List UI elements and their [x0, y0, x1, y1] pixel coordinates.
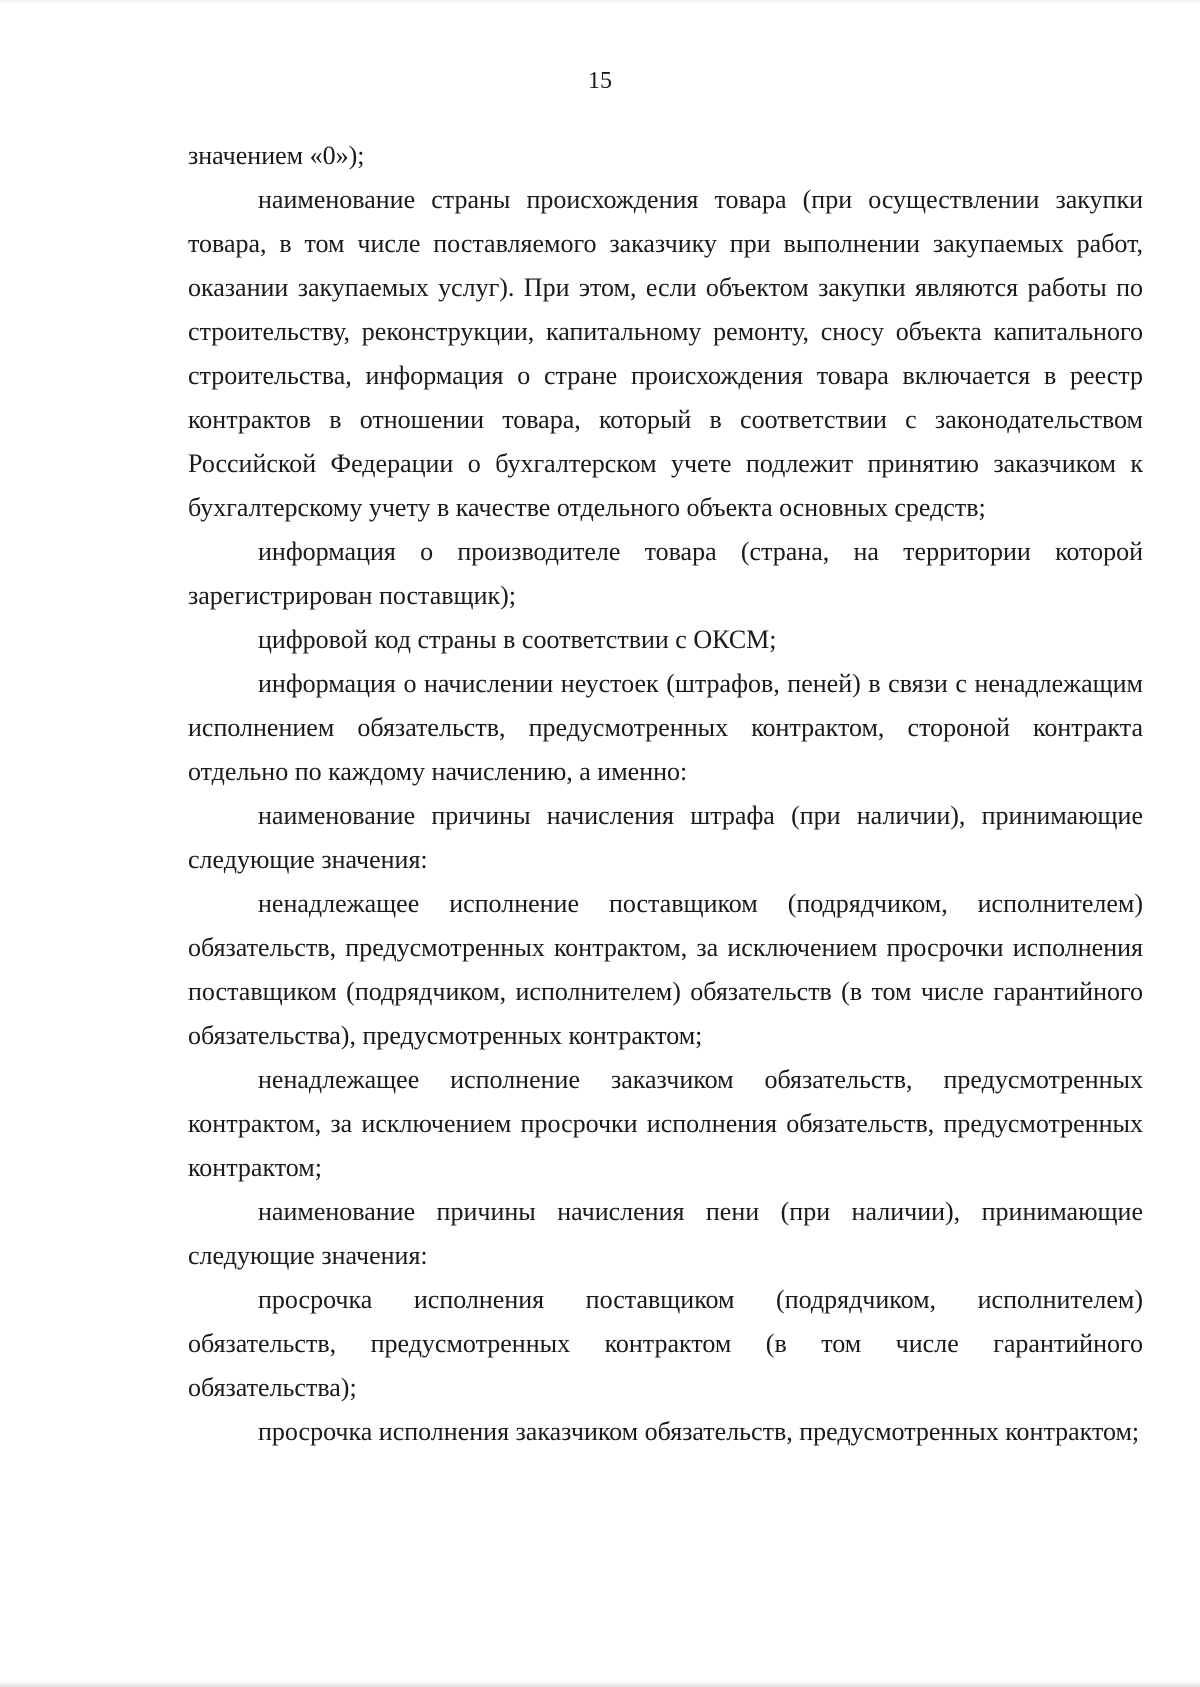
paragraph-supplier-delay: просрочка исполнения поставщиком (подрядчиком, исполнителем) обязательств, предусмотренных контрактом (в том числе гарантийного обязательства);	[188, 1285, 1143, 1402]
paragraph-country-code: цифровой код страны в соответствии с ОКСМ;	[258, 625, 777, 654]
paragraph-continuation: значением «0»);	[188, 141, 365, 170]
paragraph-fine-reason: наименование причины начисления штрафа (при наличии), принимающие следующие значения:	[188, 801, 1143, 874]
paragraph-customer-nonperformance: ненадлежащее исполнение заказчиком обязательств, предусмотренных контрактом, за исключением просрочки исполнения обязательств, предусмотренных контрактом;	[188, 1065, 1143, 1182]
scan-edge-bottom	[0, 1681, 1200, 1687]
page-number: 15	[588, 68, 612, 94]
paragraph-supplier-nonperformance: ненадлежащее исполнение поставщиком (подрядчиком, исполнителем) обязательств, предусмотренных контрактом, за исключением просрочки исполнения поставщиком (подрядчиком, исполнителем) обязательств (в том числе гарантийного обязательства), предусмотренных контрактом;	[188, 889, 1143, 1050]
paragraph-country-of-origin: наименование страны происхождения товара (при осуществлении закупки товара, в том числе поставляемого заказчику при выполнении закупаемых работ, оказании закупаемых услуг). При этом, если объектом закупки являются работы по строительству, реконструкции, капитальному ремонту, сносу объекта капитального строительства, информация о стране происхождения товара включается в реестр контрактов в отношении товара, который в соответствии с законодательством Российской Федерации о бухгалтерском учете подлежит принятию заказчиком к бухгалтерскому учету в качестве отдельного объекта основных средств;	[188, 185, 1143, 522]
document-body	[188, 134, 1143, 1454]
paragraph-customer-delay: просрочка исполнения заказчиком обязательств, предусмотренных контрактом;	[258, 1417, 1140, 1446]
paragraph-penalty-reason: наименование причины начисления пени (при наличии), принимающие следующие значения:	[188, 1197, 1143, 1270]
paragraph-manufacturer-info: информация о производителе товара (страна, на территории которой зарегистрирован поставщик);	[188, 537, 1143, 610]
paragraph-penalties-info: информация о начислении неустоек (штрафов, пеней) в связи с ненадлежащим исполнением обязательств, предусмотренных контрактом, стороной контракта отдельно по каждому начислению, а именно:	[188, 669, 1143, 786]
scan-edge-top	[0, 0, 1200, 4]
